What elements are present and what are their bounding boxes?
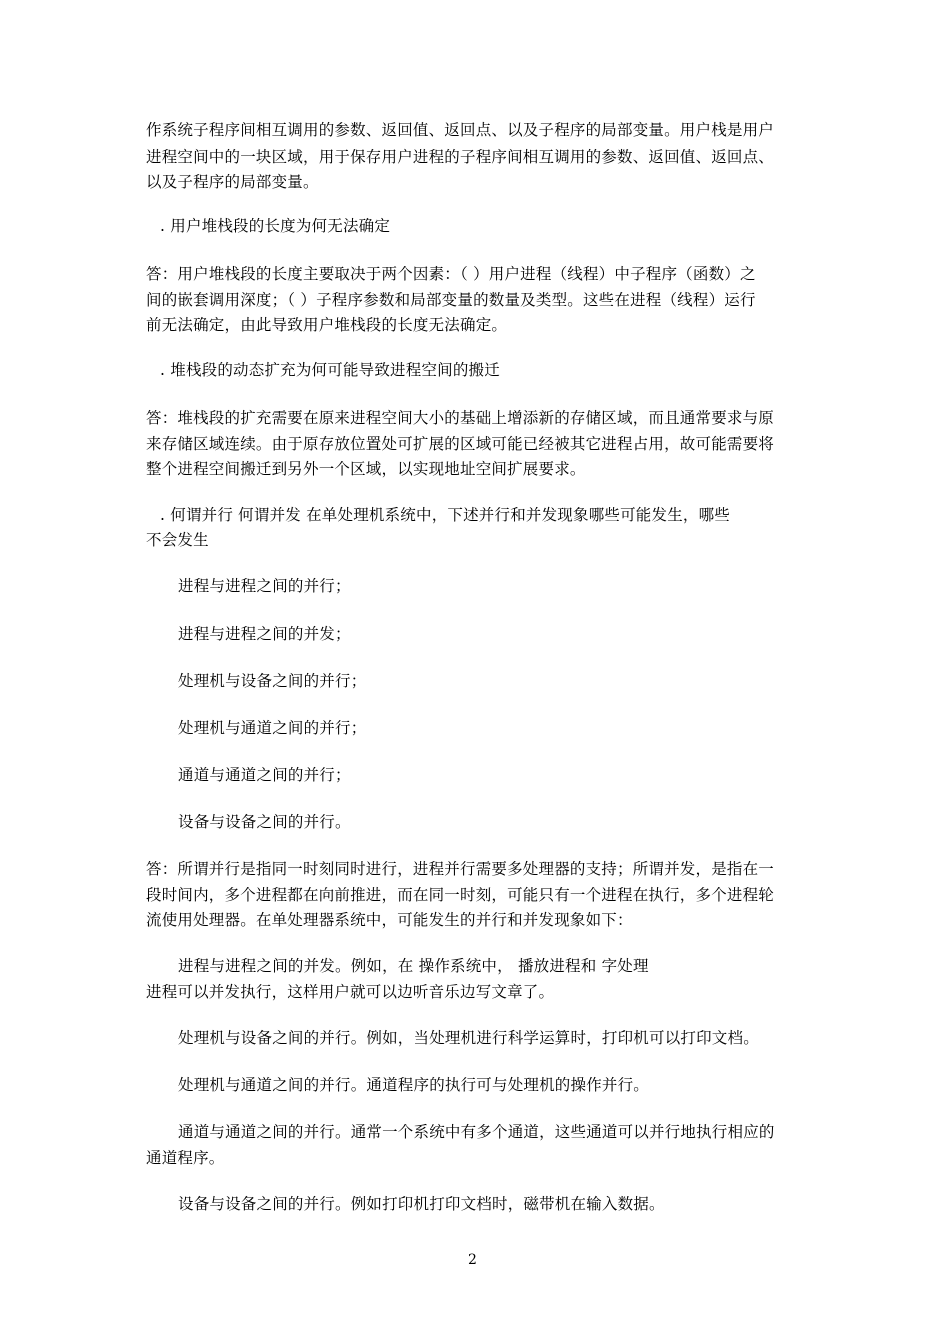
option-item: 处理机与通道之间的并行； [178,719,367,737]
question-heading: . 何谓并行 何谓并发 在单处理机系统中，下述并行和并发现象哪些可能发生，哪些 [160,506,731,524]
option-item: 进程与进程之间的并发； [178,625,351,643]
case-line: 处理机与通道之间的并行。通道程序的执行可与处理机的操作并行。 [178,1076,650,1094]
option-item: 通道与通道之间的并行； [178,766,351,784]
case-line: 通道程序。 [146,1149,225,1167]
paragraph-line: 作系统子程序间相互调用的参数、返回值、返回点、以及子程序的局部变量。用户栈是用户 [146,121,775,139]
answer-line: 前无法确定，由此导致用户堆栈段的长度无法确定。 [146,316,508,334]
answer-line: 整个进程空间搬迁到另外一个区域，以实现地址空间扩展要求。 [146,460,586,478]
answer-line: 间的嵌套调用深度；（ ）子程序参数和局部变量的数量及类型。这些在进程（线程）运行 [146,291,756,309]
question-heading: . 用户堆栈段的长度为何无法确定 [160,217,391,235]
question-heading: . 堆栈段的动态扩充为何可能导致进程空间的搬迁 [160,361,500,379]
option-item: 处理机与设备之间的并行； [178,672,367,690]
case-line: 进程可以并发执行，这样用户就可以边听音乐边写文章了。 [146,983,555,1001]
page-number: 2 [468,1252,477,1268]
answer-line: 答：堆栈段的扩充需要在原来进程空间大小的基础上增添新的存储区域，而且通常要求与原 [146,409,775,427]
case-line: 处理机与设备之间的并行。例如，当处理机进行科学运算时，打印机可以打印文档。 [178,1029,759,1047]
case-line: 通道与通道之间的并行。通常一个系统中有多个通道，这些通道可以并行地执行相应的 [178,1123,775,1141]
option-item: 设备与设备之间的并行。 [178,813,351,831]
case-line: 设备与设备之间的并行。例如打印机打印文档时，磁带机在输入数据。 [178,1195,665,1213]
paragraph-line: 进程空间中的一块区域，用于保存用户进程的子程序间相互调用的参数、返回值、返回点、 [146,148,775,166]
option-item: 进程与进程之间的并行； [178,577,351,595]
paragraph-line: 以及子程序的局部变量。 [146,173,319,191]
question-heading: 不会发生 [146,531,209,549]
answer-line: 段时间内，多个进程都在向前推进，而在同一时刻，可能只有一个进程在执行，多个进程轮 [146,886,775,904]
answer-line: 答：用户堆栈段的长度主要取决于两个因素：（ ）用户进程（线程）中子程序（函数）之 [146,265,756,283]
answer-line: 流使用处理器。在单处理器系统中，可能发生的并行和并发现象如下： [146,911,633,929]
answer-line: 答：所谓并行是指同一时刻同时进行，进程并行需要多处理器的支持；所谓并发，是指在一 [146,860,775,878]
case-line: 进程与进程之间的并发。例如，在 操作系统中， 播放进程和 字处理 [178,957,649,975]
answer-line: 来存储区域连续。由于原存放位置处可扩展的区域可能已经被其它进程占用，故可能需要将 [146,435,775,453]
